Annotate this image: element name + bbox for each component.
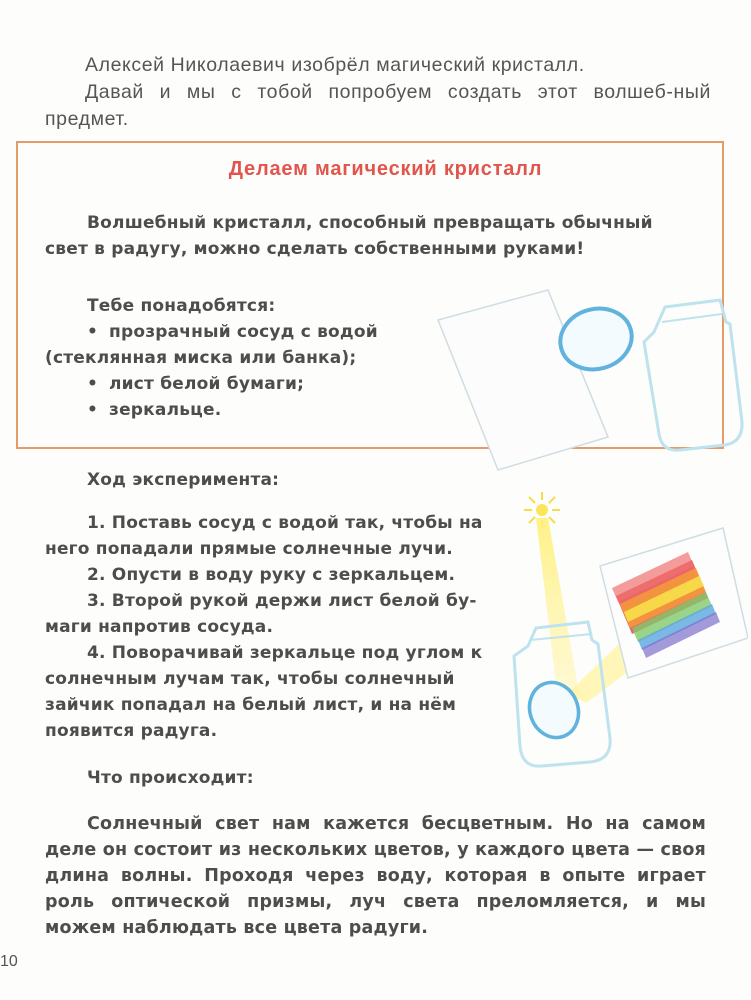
- experiment-steps: [45, 510, 503, 744]
- step-item: 4. Поворачивай зеркальце под углом к солнечным лучам так, чтобы солнечный зайчик попадал на белый лист, и на нём появится радуга.: [45, 643, 483, 741]
- result-paragraph: Солнечный свет нам кажется бесцветным. Но на самом деле он состоит из нескольких цветов, у каждого цвета — своя длина волны. Проходя через воду, которая в опыте играет роль оптической призмы, луч света преломляется, и мы можем наблюдать все цвета радуги.: [45, 814, 706, 938]
- result-text: [45, 811, 706, 941]
- materials-illustration: [430, 282, 750, 482]
- experiment-heading-block: [45, 467, 505, 493]
- lead-paragraph: Волшебный кристалл, способный превращать обычный свет в радугу, можно сделать собственными руками!: [45, 213, 653, 259]
- page-number: 10: [0, 953, 18, 970]
- material-item: • зеркальце.: [87, 400, 222, 420]
- jar-icon: [644, 300, 742, 450]
- experiment-heading: Ход эксперимента:: [87, 470, 280, 490]
- rainbow-experiment-illustration: [508, 488, 748, 778]
- materials-list: [45, 293, 425, 423]
- result-heading: Что происходит:: [87, 768, 254, 788]
- material-item-continued: (стеклянная миска или банка);: [45, 348, 357, 368]
- intro-text: [45, 52, 711, 133]
- box-title: Делаем магический кристалл: [228, 158, 543, 180]
- box-lead-text: [45, 210, 695, 262]
- step-item: 3. Второй рукой держи лист белой бу-маги напротив сосуда.: [45, 591, 477, 637]
- material-item: • лист белой бумаги;: [87, 374, 305, 394]
- intro-line-2: Давай и мы с тобой попробуем создать этот волшеб-ный предмет.: [45, 81, 711, 130]
- sunbeam: [536, 518, 580, 700]
- step-item: 2. Опусти в воду руку с зеркальцем.: [87, 565, 456, 585]
- intro-line-1: Алексей Николаевич изобрёл магический кристалл.: [85, 54, 585, 76]
- material-item: • прозрачный сосуд с водой: [87, 322, 378, 342]
- step-item: 1. Поставь сосуд с водой так, чтобы на него попадали прямые солнечные лучи.: [45, 513, 483, 559]
- result-heading-block: [45, 765, 254, 791]
- materials-heading: Тебе понадобятся:: [87, 296, 276, 316]
